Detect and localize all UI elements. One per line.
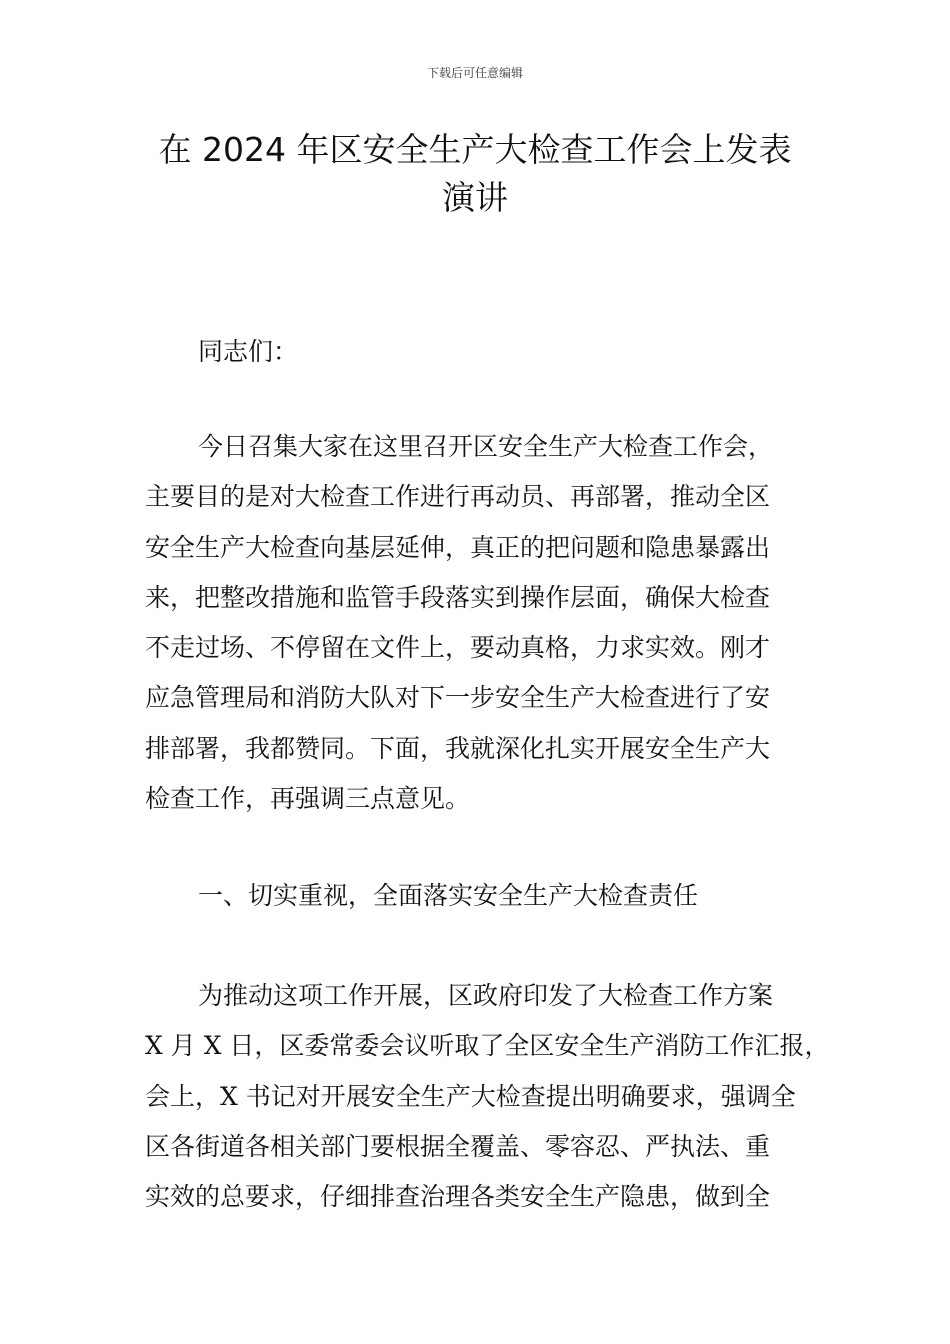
paragraph-2 [145, 971, 830, 1222]
paragraph-line: 应急管理局和消防大队对下一步安全生产大检查进行了安 [145, 683, 771, 713]
title-line: 演讲 [442, 178, 508, 217]
paragraph-line: 主要目的是对大检查工作进行再动员、再部署，推动全区 [145, 482, 771, 512]
salutation: 同志们： [198, 337, 299, 366]
paragraph-line: 为推动这项工作开展，区政府印发了大检查工作方案 [198, 981, 774, 1010]
section-heading: 一、切实重视，全面落实安全生产大检查责任 [198, 881, 699, 910]
paragraph-1 [145, 422, 815, 824]
paragraph-line: X 月 X 日，区委常委会议听取了全区安全生产消防工作汇报， [145, 1031, 830, 1061]
paragraph-line: 安全生产大检查向基层延伸，真正的把问题和隐患暴露出 [145, 532, 771, 562]
paragraph-line: 来，把整改措施和监管手段落实到操作层面，确保大检查 [145, 582, 771, 612]
document-title [120, 126, 830, 222]
paragraph-line: 今日召集大家在这里召开区安全生产大检查工作会， [198, 432, 774, 461]
paragraph-line: 不走过场、不停留在文件上，要动真格，力求实效。刚才 [145, 633, 771, 663]
paragraph-line: 实效的总要求，仔细排查治理各类安全生产隐患，做到全 [145, 1182, 771, 1212]
title-line: 在 2024 年区安全生产大检查工作会上发表 [158, 130, 792, 169]
paragraph-line: 会上，X 书记对开展安全生产大检查提出明确要求，强调全 [145, 1081, 796, 1111]
salutation-block [145, 327, 815, 377]
paragraph-line: 检查工作，再强调三点意见。 [145, 784, 471, 814]
section-heading-block [145, 871, 815, 921]
paragraph-line: 排部署，我都赞同。下面，我就深化扎实开展安全生产大 [145, 733, 771, 763]
header-note: 下载后可任意编辑 [426, 66, 523, 80]
paragraph-line: 区各街道各相关部门要根据全覆盖、零容忍、严执法、重 [145, 1131, 771, 1161]
